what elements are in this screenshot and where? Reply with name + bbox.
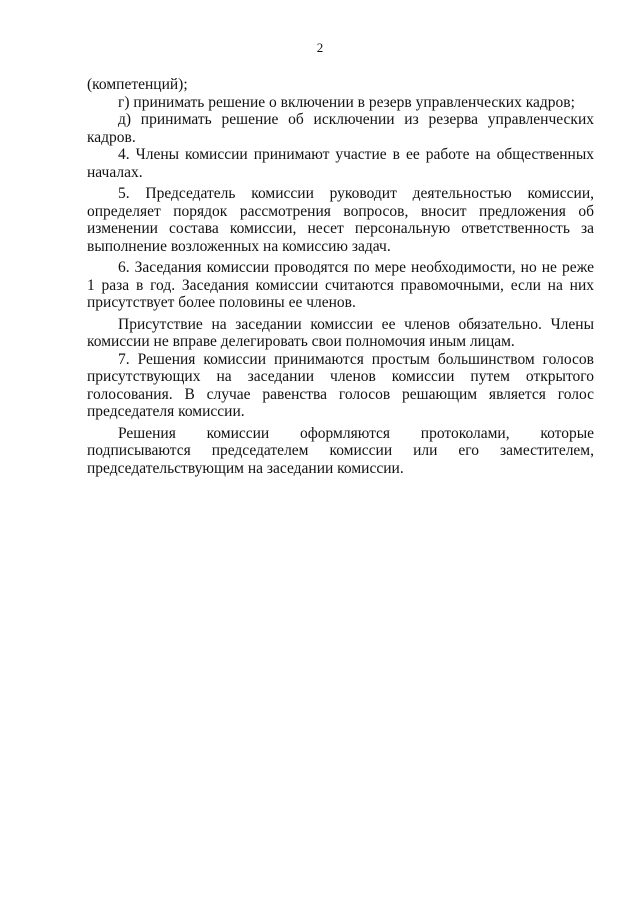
document-body <box>87 76 594 477</box>
paragraph-clause-5: 5. Председатель комиссии руководит деятельностью комиссии, определяет порядок рассмотрения вопросов, вносит предложения об изменении состава комиссии, несет персональную ответственность за выполнение возложенных на комиссию задач. <box>87 185 594 255</box>
paragraph-competencies-continuation: (компетенций); <box>87 76 188 93</box>
paragraph-clause-6: 6. Заседания комиссии проводятся по мере необходимости, но не реже 1 раза в год. Заседания комиссии считаются правомочными, если на них присутствует более половины ее членов. <box>87 259 594 311</box>
paragraph-item-g: г) принимать решение о включении в резерв управленческих кадров; <box>118 93 575 111</box>
paragraph-item-d: д) принимать решение об исключении из резерва управленческих кадров. <box>87 111 594 146</box>
page-number: 2 <box>316 40 324 55</box>
paragraph-protocols: Решения комиссии оформляются протоколами, которые подписываются председателем комиссии или его заместителем, председательствующим на заседании комиссии. <box>87 424 594 477</box>
paragraph-attendance: Присутствие на заседании комиссии ее членов обязательно. Члены комиссии не вправе делегировать свои полномочия иным лицам. <box>87 315 594 350</box>
paragraph-clause-4: 4. Члены комиссии принимают участие в ее работе на общественных началах. <box>87 146 594 181</box>
paragraph-clause-7: 7. Решения комиссии принимаются простым большинством голосов присутствующих на заседании членов комиссии путем открытого голосования. В случае равенства голосов решающим является голос председателя комиссии. <box>87 350 594 420</box>
